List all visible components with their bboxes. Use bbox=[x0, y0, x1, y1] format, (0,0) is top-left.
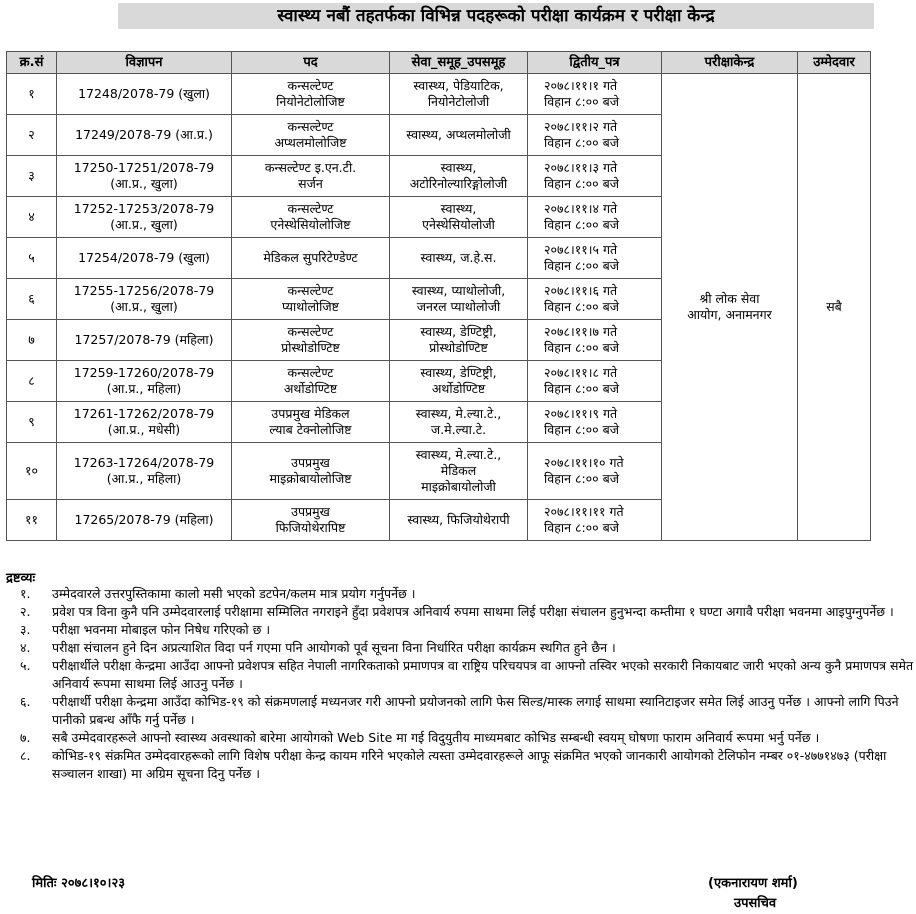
cell-line: माइक्रोबायोलोजिष्ट bbox=[269, 471, 352, 486]
note-text: प्रवेश पत्र विना कुनै पनि उम्मेदवारलाई परीक्षामा सम्मिलित नगराइने हुँदा प्रवेशपत्र अनिवार्य रुपमा साथमा लिई परीक्षा संचालन हुनुभन्दा कम्तीमा १ घण्टा अगावै परीक्षा भवनमा आइपुग्नुपर्नेछ । bbox=[52, 604, 894, 619]
cell-line: अप्थलमोलोजिष्ट bbox=[274, 135, 347, 150]
note-number: ४. bbox=[20, 640, 31, 655]
cell-line: विहान ८:०० बजे bbox=[544, 381, 620, 396]
cell-advertisement bbox=[57, 500, 232, 541]
header-service-group: सेवा_समूह_उपसमूह bbox=[390, 52, 528, 74]
notes-title: द्रष्टव्यः bbox=[6, 571, 36, 586]
cell-line: नियोनेटोलोजी bbox=[427, 94, 490, 109]
cell-post bbox=[232, 402, 390, 443]
list-item bbox=[14, 729, 914, 747]
cell-line: प्रोस्थोडोण्टिष्ट bbox=[429, 340, 488, 355]
cell-second-paper bbox=[528, 156, 662, 197]
note-text: परीक्षार्थी परीक्षा केन्द्रमा आउँदा कोभिड-१९ को संक्रमणलाई मध्यनजर गरी आफ्नो प्रयोजनको लागि फेस सिल्ड/मास्क लगाई साथमा स्यानिटाइजर समेत लिई आउनु पर्नेछ । आफ्नो लागि पिउने पानीको प्रबन्ध आँफै गर्नु पर्नेछ । bbox=[52, 694, 899, 727]
cell-sn: ७ bbox=[7, 320, 57, 361]
cell-line: विहान ८:०० बजे bbox=[544, 422, 620, 437]
cell-line: स्वास्थ्य, फिजियोथेरापी bbox=[407, 512, 510, 527]
cell-post bbox=[232, 500, 390, 541]
cell-line: कन्सल्टेण्ट bbox=[287, 365, 334, 380]
note-number: ८. bbox=[20, 748, 31, 763]
cell-post bbox=[232, 361, 390, 402]
cell-second-paper bbox=[528, 500, 662, 541]
cell-sn: ९ bbox=[7, 402, 57, 443]
cell-post bbox=[232, 443, 390, 500]
cell-line: मेडिकल bbox=[440, 463, 477, 478]
cell-post bbox=[232, 115, 390, 156]
cell-second-paper bbox=[528, 238, 662, 279]
cell-line: २०७८।११।४ गते bbox=[544, 201, 618, 216]
cell-second-paper bbox=[528, 361, 662, 402]
note-text: परीक्षा संचालन हुने दिन अप्रत्याशित विदा पर्न गएमा पनि आयोगको पूर्व सूचना विना निर्धारित परीक्षा कार्यक्रम स्थगित हुने छैन । bbox=[52, 640, 616, 655]
list-item bbox=[14, 657, 914, 693]
cell-line: २०७८।११।११ गते bbox=[544, 504, 624, 519]
header-sn: क्र.सं bbox=[7, 52, 57, 74]
cell-exam-center: श्री लोक सेवा आयोग, अनामनगर bbox=[662, 74, 798, 541]
cell-post bbox=[232, 156, 390, 197]
cell-service-group bbox=[390, 279, 528, 320]
cell-line: विहान ८:०० बजे bbox=[544, 258, 620, 273]
cell-service-group bbox=[390, 500, 528, 541]
cell-line: 17254/2078-79 (खुला) bbox=[78, 250, 210, 265]
note-number: १. bbox=[20, 586, 31, 601]
cell-line: स्वास्थ्य, bbox=[440, 201, 477, 216]
cell-line: 17257/2078-79 (महिला) bbox=[74, 332, 214, 347]
cell-line: प्रोस्थोडोण्टिष्ट bbox=[281, 340, 340, 355]
note-text: कोभिड-१९ संक्रमित उम्मेदवारहरूको लागि विशेष परीक्षा केन्द्र कायम गरिने भएकोले त्यस्ता उम्मेदवारहरूले आफू संक्रमित भएको जानकारी आयोगको टेलिफोन नम्बर ०१-४७७१४७३ (परीक्षा सञ्चालन शाखा) मा अग्रिम सूचना दिनु पर्नेछ । bbox=[52, 748, 887, 781]
cell-advertisement bbox=[57, 156, 232, 197]
cell-line: (आ.प्र., खुला) bbox=[110, 217, 178, 232]
cell-line: विहान ८:०० बजे bbox=[544, 217, 620, 232]
cell-line: स्वास्थ्य, मे.ल्या.टे., bbox=[415, 447, 502, 462]
cell-line: स्वास्थ्य, bbox=[440, 160, 477, 175]
cell-line: 17259-17260/2078-79 bbox=[73, 365, 215, 380]
cell-post bbox=[232, 74, 390, 115]
cell-service-group bbox=[390, 402, 528, 443]
cell-advertisement bbox=[57, 115, 232, 156]
cell-line: स्वास्थ्य, पेडियाटिक, bbox=[413, 78, 504, 93]
header-exam-center: परीक्षाकेन्द्र bbox=[662, 52, 798, 74]
cell-sn: ११ bbox=[7, 500, 57, 541]
note-number: ६. bbox=[20, 694, 31, 709]
cell-line: 17263-17264/2078-79 bbox=[73, 455, 215, 470]
cell-line: स्वास्थ्य, अप्थलमोलोजी bbox=[406, 127, 511, 142]
cell-line: जनरल प्याथोलोजी bbox=[416, 299, 501, 314]
cell-sn: १ bbox=[7, 74, 57, 115]
cell-candidates: सबै bbox=[798, 74, 871, 541]
cell-line: 17265/2078-79 (महिला) bbox=[74, 512, 214, 527]
list-item bbox=[14, 747, 914, 783]
cell-line: अर्थोडोण्टिष्ट bbox=[283, 381, 338, 396]
cell-line: 17250-17251/2078-79 bbox=[73, 160, 215, 175]
table-row bbox=[7, 74, 871, 115]
cell-line: उपप्रमुख bbox=[291, 455, 330, 470]
cell-sn: ६ bbox=[7, 279, 57, 320]
cell-line: कन्सल्टेण्ट bbox=[287, 78, 334, 93]
note-text: उम्मेदवारले उत्तरपुस्तिकामा कालो मसी भएको डटपेन/कलम मात्र प्रयोग गर्नुपर्नेछ । bbox=[52, 586, 416, 601]
cell-line: 17261-17262/2078-79 bbox=[73, 406, 215, 421]
cell-advertisement bbox=[57, 279, 232, 320]
cell-line: विहान ८:०० बजे bbox=[544, 471, 620, 486]
cell-post bbox=[232, 279, 390, 320]
cell-sn: ८ bbox=[7, 361, 57, 402]
cell-line: 17255-17256/2078-79 bbox=[73, 283, 215, 298]
cell-second-paper bbox=[528, 74, 662, 115]
cell-advertisement bbox=[57, 74, 232, 115]
cell-line: विहान ८:०० बजे bbox=[544, 520, 620, 535]
cell-second-paper bbox=[528, 115, 662, 156]
cell-sn: ५ bbox=[7, 238, 57, 279]
cell-sn: २ bbox=[7, 115, 57, 156]
note-text: परीक्षा भवनमा मोबाइल फोन निषेध गरिएको छ । bbox=[52, 622, 271, 637]
header-candidates: उम्मेदवार bbox=[798, 52, 871, 74]
cell-service-group bbox=[390, 238, 528, 279]
cell-sn: ४ bbox=[7, 197, 57, 238]
cell-service-group bbox=[390, 443, 528, 500]
cell-line: स्वास्थ्य, ज.हे.स. bbox=[420, 250, 497, 265]
note-number: ५. bbox=[20, 658, 31, 673]
cell-line: विहान ८:०० बजे bbox=[544, 94, 620, 109]
cell-line: 17252-17253/2078-79 bbox=[73, 201, 215, 216]
cell-line: २०७८।११।८ गते bbox=[544, 365, 618, 380]
cell-line: (आ.प्र., महिला) bbox=[106, 471, 182, 486]
cell-line: नियोनेटोलोजिष्ट bbox=[276, 94, 345, 109]
cell-line: उपप्रमुख मेडिकल bbox=[271, 406, 350, 421]
cell-second-paper bbox=[528, 320, 662, 361]
cell-second-paper bbox=[528, 402, 662, 443]
cell-post bbox=[232, 197, 390, 238]
cell-advertisement bbox=[57, 197, 232, 238]
cell-service-group bbox=[390, 361, 528, 402]
cell-line: स्वास्थ्य, प्याथोलोजी, bbox=[411, 283, 506, 298]
cell-post bbox=[232, 320, 390, 361]
header-second-paper: द्वितीय_पत्र bbox=[528, 52, 662, 74]
cell-line: २०७८।११।१० गते bbox=[544, 455, 624, 470]
cell-advertisement bbox=[57, 320, 232, 361]
note-text: सबै उम्मेदवारहरूले आफ्नो स्वास्थ्य अवस्थाको बारेमा आयोगको Web Site मा गई विदुयुतीय माध्यमबाट कोभिड सम्बन्धी स्वयम् घोषणा फाराम अनिवार्य रूपमा भर्नु पर्नेछ । bbox=[52, 730, 820, 745]
cell-advertisement bbox=[57, 402, 232, 443]
cell-line: 17248/2078-79 (खुला) bbox=[78, 86, 210, 101]
note-number: ३. bbox=[20, 622, 31, 637]
cell-line: (आ.प्र., खुला) bbox=[110, 176, 178, 191]
cell-line: २०७८।११।७ गते bbox=[544, 324, 618, 339]
list-item bbox=[14, 585, 914, 603]
cell-service-group bbox=[390, 320, 528, 361]
cell-advertisement bbox=[57, 361, 232, 402]
cell-line: कन्सल्टेण्ट इ.एन.टी. bbox=[264, 160, 357, 175]
cell-line: (आ.प्र., महिला) bbox=[106, 381, 182, 396]
cell-line: ल्याब टेक्नोलोजिष्ट bbox=[269, 422, 352, 437]
cell-line: २०७८।११।२ गते bbox=[544, 119, 618, 134]
cell-second-paper bbox=[528, 197, 662, 238]
note-text: परीक्षार्थीले परीक्षा केन्द्रमा आउँदा आफ्नो प्रवेशपत्र सहित नेपाली नागरिकताको प्रमाणपत्र वा राष्ट्रिय परिचयपत्र वा आफ्नो तस्विर भएको सरकारी निकायबाट जारी भएको अन्य कुनै प्रमाणपत्र समेत अनिवार्य रूपमा साथमा लिई आउनु पर्नेछ । bbox=[52, 658, 914, 691]
cell-line: मेडिकल सुपरिटेण्डेण्ट bbox=[263, 250, 358, 265]
table-header-row bbox=[7, 52, 871, 74]
cell-line: २०७८।११।३ गते bbox=[544, 160, 618, 175]
cell-service-group bbox=[390, 115, 528, 156]
cell-line: फिजियोथेरापिष्ट bbox=[275, 520, 346, 535]
cell-line: कन्सल्टेण्ट bbox=[287, 119, 334, 134]
cell-line: २०७८।११।५ गते bbox=[544, 242, 618, 257]
cell-line: स्वास्थ्य, मे.ल्या.टे., bbox=[415, 406, 502, 421]
list-item bbox=[14, 639, 914, 657]
cell-line: २०७८।११।१ गते bbox=[544, 78, 618, 93]
list-item bbox=[14, 693, 914, 729]
header-post: पद bbox=[232, 52, 390, 74]
cell-line: (आ.प्र., मधेसी) bbox=[107, 422, 181, 437]
page-title: स्वास्थ्य नबौं तहतर्फका विभिन्न पदहरूको परीक्षा कार्यक्रम र परीक्षा केन्द्र bbox=[118, 3, 874, 29]
cell-sn: ३ bbox=[7, 156, 57, 197]
note-number: ७. bbox=[20, 730, 31, 745]
cell-line: कन्सल्टेण्ट bbox=[287, 324, 334, 339]
list-item bbox=[14, 621, 914, 639]
cell-service-group bbox=[390, 197, 528, 238]
cell-line: स्वास्थ्य, डेण्टिष्ट्री, bbox=[420, 324, 497, 339]
cell-line: प्याथोलोजिष्ट bbox=[281, 299, 339, 314]
list-item bbox=[14, 603, 914, 621]
cell-advertisement bbox=[57, 443, 232, 500]
cell-line: विहान ८:०० बजे bbox=[544, 299, 620, 314]
cell-service-group bbox=[390, 156, 528, 197]
cell-line: २०७८।११।९ गते bbox=[544, 406, 618, 421]
signatory-name: (एकनारायण शर्मा) bbox=[708, 876, 798, 891]
cell-line: स्वास्थ्य, डेण्टिष्ट्री, bbox=[420, 365, 497, 380]
notes-list bbox=[14, 585, 914, 783]
exam-schedule-table bbox=[6, 51, 871, 541]
cell-line: विहान ८:०० बजे bbox=[544, 340, 620, 355]
cell-line: उपप्रमुख bbox=[291, 504, 330, 519]
cell-line: ज.मे.ल्या.टे. bbox=[430, 422, 487, 437]
cell-second-paper bbox=[528, 279, 662, 320]
cell-line: सर्जन bbox=[298, 176, 323, 191]
cell-service-group bbox=[390, 74, 528, 115]
notice-date: मितिः २०७८।१०।२३ bbox=[32, 876, 126, 891]
cell-line: माइक्रोबायोलोजी bbox=[421, 479, 496, 494]
cell-line: कन्सल्टेण्ट bbox=[287, 283, 334, 298]
cell-sn: १० bbox=[7, 443, 57, 500]
cell-line: अटोरिनोल्यारिङ्गोलोजी bbox=[409, 176, 508, 191]
cell-line: एनेस्थेसियोलोजी bbox=[422, 217, 495, 232]
cell-second-paper bbox=[528, 443, 662, 500]
cell-line: 17249/2078-79 (आ.प्र.) bbox=[75, 127, 213, 142]
cell-line: एनेस्थेसियोलोजिष्ट bbox=[270, 217, 351, 232]
cell-line: विहान ८:०० बजे bbox=[544, 135, 620, 150]
signatory-post: उपसचिव bbox=[734, 896, 777, 911]
cell-line: विहान ८:०० बजे bbox=[544, 176, 620, 191]
cell-line: कन्सल्टेण्ट bbox=[287, 201, 334, 216]
cell-line: अर्थोडोण्टिष्ट bbox=[431, 381, 486, 396]
cell-post bbox=[232, 238, 390, 279]
note-number: २. bbox=[20, 604, 31, 619]
cell-line: २०७८।११।६ गते bbox=[544, 283, 618, 298]
cell-advertisement bbox=[57, 238, 232, 279]
cell-line: (आ.प्र., खुला) bbox=[110, 299, 178, 314]
header-advertisement: विज्ञापन bbox=[57, 52, 232, 74]
